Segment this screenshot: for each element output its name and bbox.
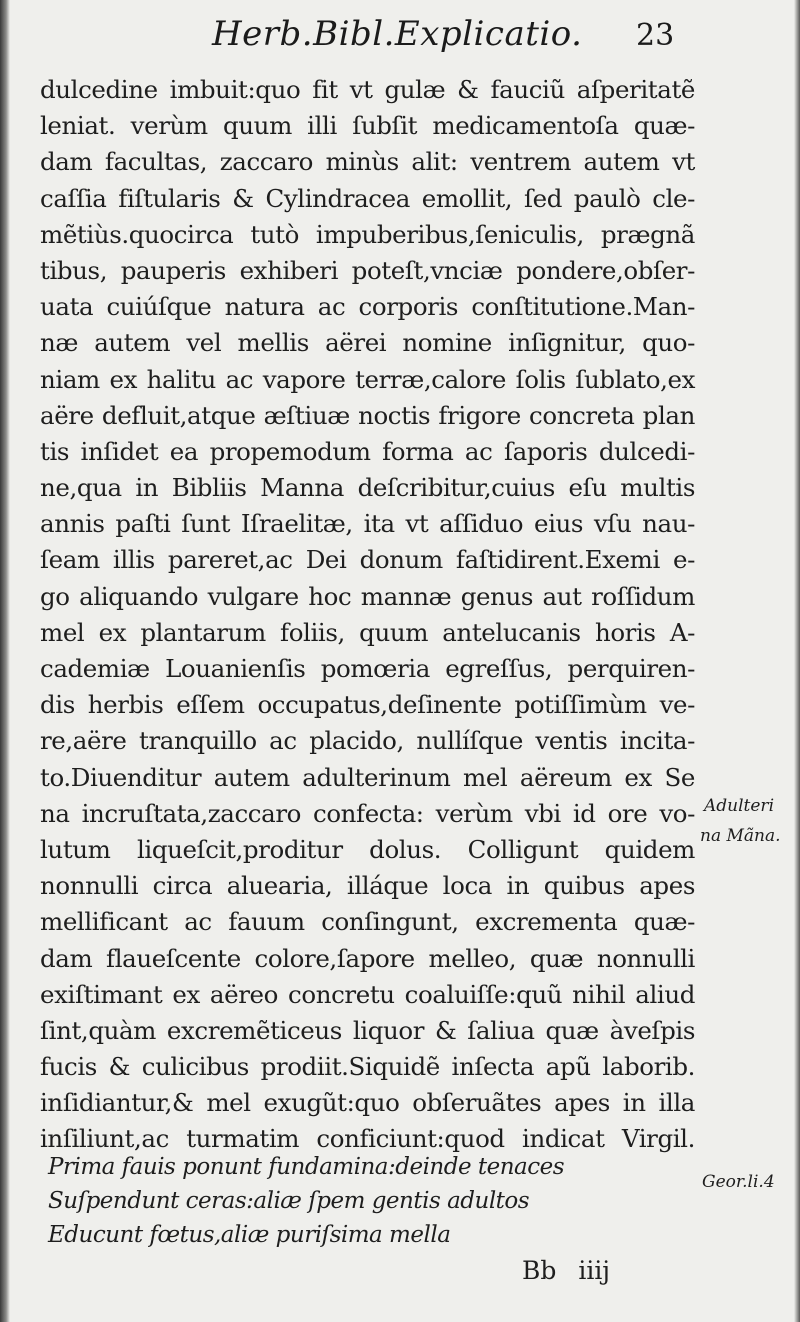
text-line: leniat. verùm quum illi ſubſit medicamentoſa quæ- xyxy=(40,111,695,141)
text-line: nonnulli circa aluearia, illáque loca in quibus apes xyxy=(40,871,695,901)
verse-line: Prima fauis ponunt fundamina:deinde tenaces xyxy=(48,1154,565,1180)
text-line: re,aëre tranquillo ac placido, nullíſque ventis incita- xyxy=(40,726,695,756)
text-line: dam flaueſcente colore,ſapore melleo, quæ nonnulli xyxy=(40,943,695,973)
text-line: næ autem vel mellis aërei nomine inſignitur, quo- xyxy=(40,328,695,358)
text-line: lutum liqueſcit,proditur dolus. Colligunt quidem xyxy=(40,834,695,864)
text-line: mellificant ac fauum conſingunt, excrementa quæ- xyxy=(40,907,695,937)
text-line: uata cuiúſque natura ac corporis conſtitutione.Man- xyxy=(40,292,695,322)
margin-note-adulteri: Adulteri xyxy=(704,796,775,816)
verse-line: Suſpendunt ceras:aliæ ſpem gentis adultos xyxy=(48,1188,530,1214)
text-line: niam ex halitu ac vapore terræ,calore ſolis ſublato,ex xyxy=(40,364,695,394)
margin-note-georgics: Geor.li.4 xyxy=(702,1172,775,1192)
verse-line: Educunt fœtus,aliæ puriſsima mella xyxy=(48,1222,451,1248)
text-line: to.Diuenditur autem adulterinum mel aëreum ex Se xyxy=(40,762,695,792)
text-line: mel ex plantarum foliis, quum antelucanis horis A- xyxy=(40,617,695,647)
text-line: tis inſidet ea propemodum forma ac ſaporis dulcedi- xyxy=(40,436,695,466)
text-line: mẽtiùs.quocirca tutò impuberibus,ſeniculis, prægnã xyxy=(40,219,695,249)
text-line: cademiæ Louanienſis pomœria egreſſus, perquiren- xyxy=(40,654,695,683)
text-line: ne,qua in Bibliis Manna deſcribitur,cuius eſu multis xyxy=(40,473,695,503)
text-line: tibus, pauperis exhiberi poteſt,vnciæ pondere,obſer- xyxy=(40,255,695,285)
page-header xyxy=(0,14,800,62)
page-number: 23 xyxy=(636,18,675,53)
text-line: aëre defluit,atque æſtiuæ noctis frigore concreta plan xyxy=(40,400,695,430)
text-line: ſeam illis pareret,ac Dei donum faſtidirent.Exemi e- xyxy=(40,545,695,575)
text-line: exiſtimant ex aëreo concretu coaluiſſe:quũ nihil aliud xyxy=(40,979,695,1009)
text-line: dis herbis eſſem occupatus,deſinente potiſſimùm ve- xyxy=(40,690,695,720)
signature-mark: Bb iiij xyxy=(522,1256,611,1285)
verse-quotation xyxy=(48,1150,588,1252)
text-line: annis paſti ſunt Iſraelitæ, ita vt aſſiduo eius vſu nau- xyxy=(40,509,695,539)
text-line: inſidiantur,& mel exugũt:quo obſeruãtes apes in illa xyxy=(40,1088,695,1118)
running-title: Herb.Bibl.Explicatio. xyxy=(212,14,583,54)
margin-note-manna: na Mãna. xyxy=(700,826,781,846)
text-line: dulcedine imbuit:quo fit vt gulæ & fauciũ aſperitatẽ xyxy=(40,75,695,104)
text-line: fucis & culicibus prodiit.Siquidẽ inſecta apũ laborib. xyxy=(40,1052,695,1082)
text-line: inſiliunt,ac turmatim conficiunt:quod indicat Virgil. xyxy=(40,1124,695,1154)
text-line: na incruſtata,zaccaro confecta: verùm vbi id ore vo- xyxy=(40,798,695,828)
text-line: dam facultas, zaccaro minùs alit: ventrem autem vt xyxy=(40,147,695,177)
text-line: go aliquando vulgare hoc mannæ genus aut roſſidum xyxy=(40,581,695,611)
main-text-block xyxy=(40,72,695,1158)
text-line: caſſia fiſtularis & Cylindracea emollit, ſed paulò cle- xyxy=(40,183,695,213)
text-line: ſint,quàm excremẽticeus liquor & ſaliua quæ àveſpis xyxy=(40,1015,695,1045)
